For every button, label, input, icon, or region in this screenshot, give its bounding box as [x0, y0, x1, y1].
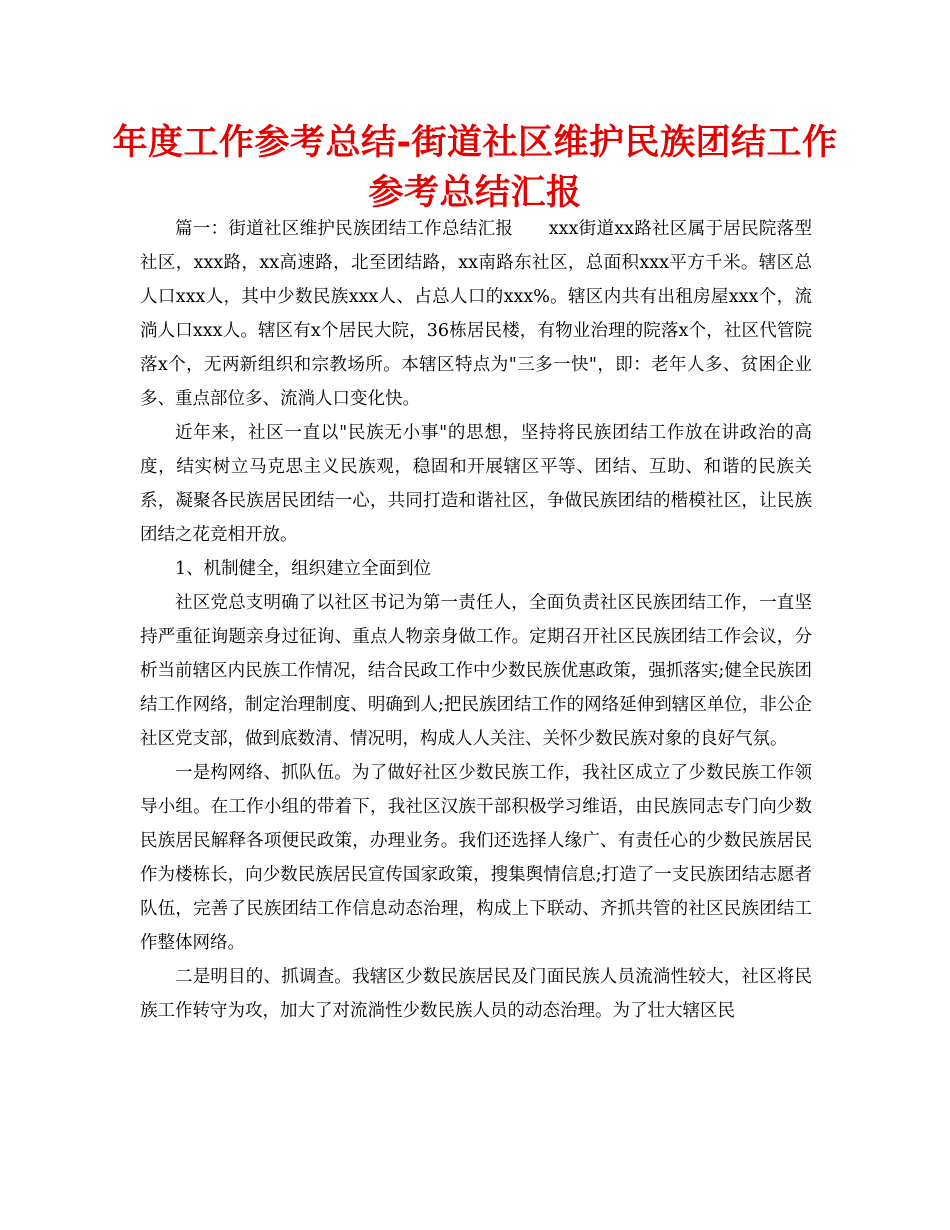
paragraph-network: 一是构网络、抓队伍。为了做好社区少数民族工作，我社区成立了少数民族工作领导小组。在工作小组的带着下，我社区汉族干部积极学习维语，由民族同志专门向少数民族居民解释各项便民政策，办理业务。我们还选择人缘广、有责任心的少数民族居民作为楼栋长，向少数民族居民宣传国家政策，搜集舆情信息;打造了一支民族团结志愿者队伍，完善了民族团结工作信息动态治理，构成上下联动、齐抓共管的社区民族团结工作整体网络。 — [140, 763, 812, 953]
document-body — [140, 212, 812, 1028]
paragraph-investigation: 二是明目的、抓调查。我辖区少数民族居民及门面民族人员流淌性较大，社区将民族工作转守为攻，加大了对流淌性少数民族人员的动态治理。为了壮大辖区民 — [140, 967, 812, 1021]
paragraph-recent-years: 近年来，社区一直以"民族无小事"的思想，坚持将民族团结工作放在讲政治的高度，结实树立马克思主义民族观，稳固和开展辖区平等、团结、互助、和谐的民族关系，凝聚各民族居民团结一心，共同打造和谐社区，争做民族团结的楷模社区，让民族团结之花竞相开放。 — [140, 423, 812, 545]
paragraph-intro: 篇一：街道社区维护民族团结工作总结汇报 xxx街道xx路社区属于居民院落型社区，xxx路，xx高速路，北至团结路，xx南路东社区，总面积xxx平方千米。辖区总人口xxx人，其中少数民族xxx人、占总人口的xxx%。辖区内共有出租房屋xxx个，流淌人口xxx人。辖区有x个居民大院，36栋居民楼，有物业治理的院落x个，社区代管院落x个，无两新组织和宗教场所。本辖区特点为"三多一快"，即：老年人多、贫困企业多、重点部位多、流淌人口变化快。 — [140, 219, 812, 409]
document-title: 年度工作参考总结-街道社区维护民族团结工作参考总结汇报 — [112, 123, 838, 213]
paragraph-party-branch: 社区党总支明确了以社区书记为第一责任人，全面负责社区民族团结工作，一直坚持严重征询题亲身过征询、重点人物亲身做工作。定期召开社区民族团结工作会议，分析当前辖区内民族工作情况，结合民政工作中少数民族优惠政策，强抓落实;健全民族团结工作网络，制定治理制度、明确到人;把民族团结工作的网络延伸到辖区单位，非公企社区党支部，做到底数清、情况明，构成人人关注、关怀少数民族对象的良好气氛。 — [140, 593, 812, 749]
section-heading-mechanism: 1、机制健全，组织建立全面到位 — [175, 559, 432, 579]
